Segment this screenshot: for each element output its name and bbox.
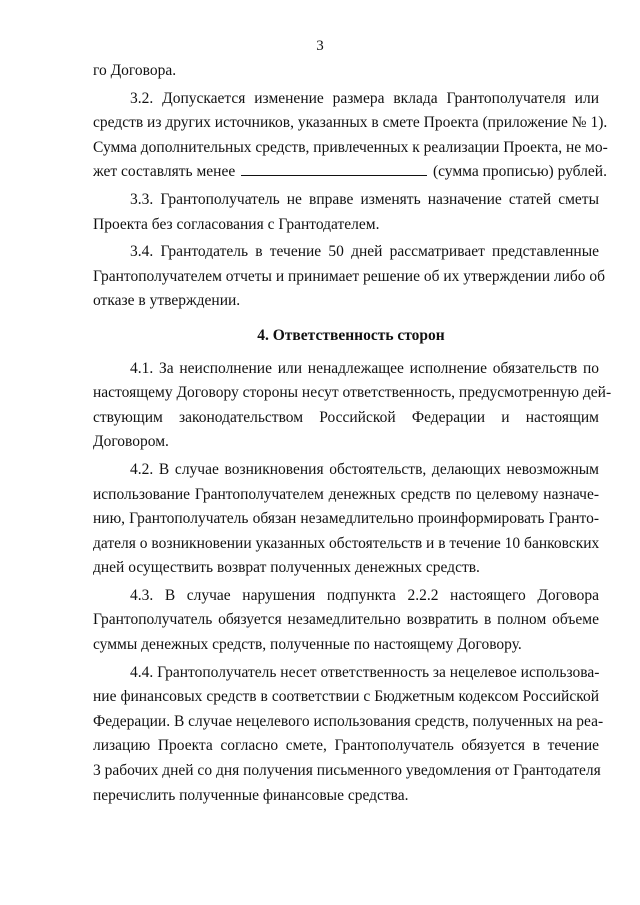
text-line: Федерации. В случае нецелевого использования средств, полученных на реа- [93, 712, 604, 730]
text-line: 4.4. Грантополучатель несет ответственность за нецелевое использова- [130, 663, 600, 681]
paragraph-3-3 [93, 188, 599, 237]
document-body [93, 59, 612, 808]
text-line: нию, Грантополучатель обязан незамедлительно проинформировать Гранто- [93, 510, 599, 528]
text-line [93, 160, 607, 185]
text-fragment: жет составлять менее [93, 163, 236, 181]
page-number: 3 [316, 38, 324, 54]
text-line: средств из других источников, указанных в смете Проекта (приложение № 1). [93, 114, 608, 132]
paragraph-4-3 [93, 584, 599, 658]
paragraph-3-4 [93, 240, 606, 314]
text-line: отказе в утверждении. [93, 292, 241, 310]
text-line: Проекта без согласования с Грантодателем. [93, 215, 380, 233]
text-line: ствующим законодательством Российской Федерации и настоящим [93, 408, 599, 426]
text-fragment: (сумма прописью) рублей. [432, 163, 607, 181]
paragraph-continuation [93, 59, 599, 84]
text-line: 3 рабочих дней со дня получения письменного уведомления от Грантодателя [93, 762, 601, 780]
text-line: ние финансовых средств в соответствии с Бюджетным кодексом Российской [93, 688, 599, 706]
text-line: 4.1. За неисполнение или ненадлежащее исполнение обязательств по [130, 359, 599, 377]
text-line: перечислить полученные финансовые средства. [93, 786, 409, 804]
text-line: 3.4. Грантодатель в течение 50 дней рассматривает представленные [130, 243, 599, 261]
text-line: 3.3. Грантополучатель не вправе изменять назначение статей сметы [130, 190, 599, 208]
text-line: 3.2. Допускается изменение размера вклада Грантополучателя или [130, 89, 599, 107]
text-line: настоящему Договору стороны несут ответственность, предусмотренную дей- [93, 384, 612, 402]
paragraph-3-2 [93, 87, 608, 185]
text-line: Грантополучатель обязуется незамедлительно возвратить в полном объеме [93, 611, 599, 629]
text-line: использование Грантополучателем денежных средств по целевому назначе- [93, 485, 599, 503]
text-line: 4.2. В случае возникновения обстоятельств, делающих невозможным [130, 460, 599, 478]
text-line: Договором. [93, 433, 169, 451]
text-line: Сумма дополнительных средств, привлеченных к реализации Проекта, не мо- [93, 138, 608, 156]
text-line: дателя о возникновении указанных обстоятельств и в течение 10 банковских [93, 534, 600, 552]
section-heading: 4. Ответственность сторон [257, 326, 445, 344]
paragraph-4-4 [93, 661, 604, 809]
text-line: лизацию Проекта согласно смете, Грантополучатель обязуется в течение [93, 737, 599, 755]
text-line: 4.3. В случае нарушения подпункта 2.2.2 настоящего Договора [130, 586, 599, 604]
text-line: го Договора. [93, 62, 177, 79]
amount-blank-field [241, 161, 427, 176]
text-line: дней осуществить возврат полученных денежных средств. [93, 559, 480, 577]
paragraph-4-1 [93, 357, 612, 455]
paragraph-4-2 [93, 458, 599, 581]
text-line: Грантополучателем отчеты и принимает решение об их утверждении либо об [93, 267, 606, 285]
text-line: суммы денежных средств, полученные по настоящему Договору. [93, 636, 522, 654]
